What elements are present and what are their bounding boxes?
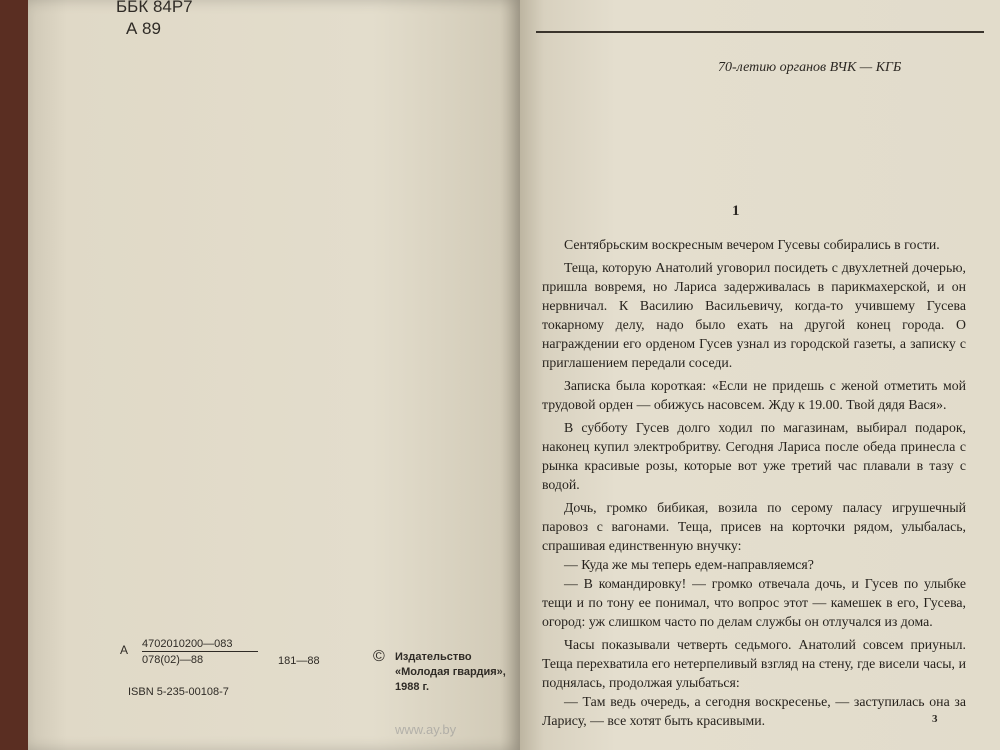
imprint-letter: А (120, 643, 129, 657)
dialogue-line: — В командировку! — громко отвечала дочь, и Гусев по улыбке тещи и по тону ее понимал, что вопрос этот — камешек в его, Гусева, огород: уж слишком часто по делам службы он отлучался из дома. (542, 576, 966, 629)
publisher-name: «Молодая гвардия», (395, 666, 506, 678)
paragraph: Дочь, громко бибикая, возила по серому паласу игрушечный паровоз с вагонами. Теща, присев на корточки рядом, улыбалась, спрашивая единственную внучку: (542, 500, 966, 553)
right-page (520, 0, 1000, 750)
imprint-code-bottom: 078(02)—88 (142, 654, 204, 666)
dialogue-line: — Куда же мы теперь едем-направляемся? (564, 557, 814, 572)
dedication: 70-летию органов ВЧК — КГБ (718, 60, 902, 75)
paragraph: Сентябрьским воскресным вечером Гусевы собирались в гости. (564, 237, 940, 252)
copyright-block (373, 650, 506, 695)
bbk-code: ББК 84Р7 (116, 0, 193, 16)
publisher-label: Издательство (395, 651, 472, 663)
watermark: www.ay.by (395, 722, 457, 737)
isbn: ISBN 5-235-00108-7 (128, 686, 229, 698)
imprint-code-top: 4702010200—083 (142, 638, 258, 652)
dialogue-line: — Там ведь очередь, а сегодня воскресенье, — заступилась она за Ларису, — все хотят быть красивыми. (542, 694, 966, 728)
paragraph: Теща, которую Анатолий уговорил посидеть с двухлетней дочерью, пришла вовремя, но Лариса задерживалась в парикмахерской, и он нервничал. К Василию Васильевичу, когда-то учившему Гусева токарному делу, надо было ехать на другой конец города. О награждении его орденом Гусев узнал из городской газеты, а записку с приглашением передали соседи. (542, 260, 966, 370)
chapter-number: 1 (732, 203, 740, 219)
bbk-index (116, 0, 193, 40)
author-mark: А 89 (126, 19, 161, 38)
paragraph: Записка была короткая: «Если не придешь с женой отметить мой трудовой орден — обижусь насовсем. Жду к 19.00. Твой дядя Вася». (542, 378, 966, 412)
chapter-text (542, 235, 966, 734)
copyright-icon: © (373, 648, 385, 665)
header-rule (536, 31, 984, 33)
left-page (28, 0, 520, 750)
imprint-code-right: 181—88 (278, 655, 320, 667)
publication-year: 1988 г. (395, 681, 430, 693)
page-number: 3 (932, 713, 938, 725)
paragraph: В субботу Гусев долго ходил по магазинам, выбирал подарок, наконец купил электробритву. Сегодня Лариса после обеда принесла с рынка красивые розы, которые вот уже третий час плавали в тазу с водой. (542, 420, 966, 492)
paragraph: Часы показывали четверть седьмого. Анатолий совсем приуныл. Теща перехватила его нетерпеливый взгляд на стену, где висели часы, и поднялась, продолжая улыбаться: (542, 637, 966, 690)
